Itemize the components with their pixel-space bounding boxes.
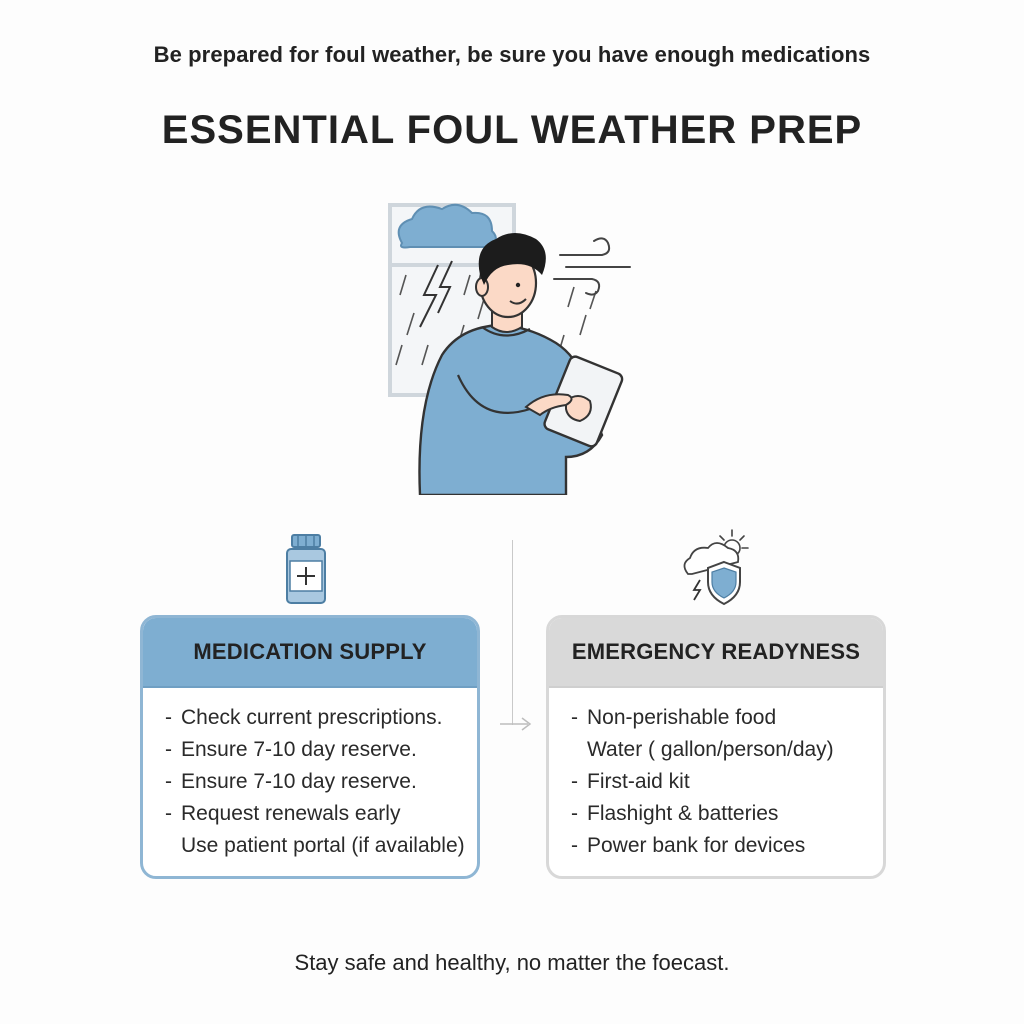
- list-item: - Flashight & batteries: [571, 802, 779, 825]
- emergency-checklist: [549, 688, 883, 862]
- person-checking-tablet-during-storm-icon: [380, 195, 650, 495]
- emergency-card-title: EMERGENCY READYNESS: [549, 618, 883, 688]
- list-item: - Ensure 7-10 day reserve.: [165, 738, 417, 761]
- list-item: - Request renewals early: [165, 802, 401, 825]
- medication-supply-card: [140, 615, 480, 879]
- list-item: - Ensure 7-10 day reserve.: [165, 770, 417, 793]
- list-item: - Power bank for devices: [571, 834, 806, 857]
- medication-card-title: MEDICATION SUPPLY: [143, 618, 477, 688]
- footer-tagline: Stay safe and healthy, no matter the foecast.: [294, 950, 730, 975]
- arrow-right-icon: [498, 714, 538, 734]
- list-item: - First-aid kit: [571, 770, 690, 793]
- pill-bottle-icon: [284, 533, 328, 605]
- list-item: Water ( gallon/person/day): [587, 738, 834, 761]
- list-item: Use patient portal (if available): [181, 834, 465, 857]
- medication-checklist: [143, 688, 477, 862]
- page-subtitle: Be prepared for foul weather, be sure you have enough medications: [153, 42, 871, 67]
- page-title: ESSENTIAL FOUL WEATHER PREP: [161, 108, 863, 152]
- list-item: - Check current prescriptions.: [165, 706, 443, 729]
- emergency-readyness-card: [546, 615, 886, 879]
- list-item: - Non-perishable food: [571, 706, 777, 729]
- center-divider: [512, 540, 513, 725]
- storm-shield-icon: [680, 526, 754, 606]
